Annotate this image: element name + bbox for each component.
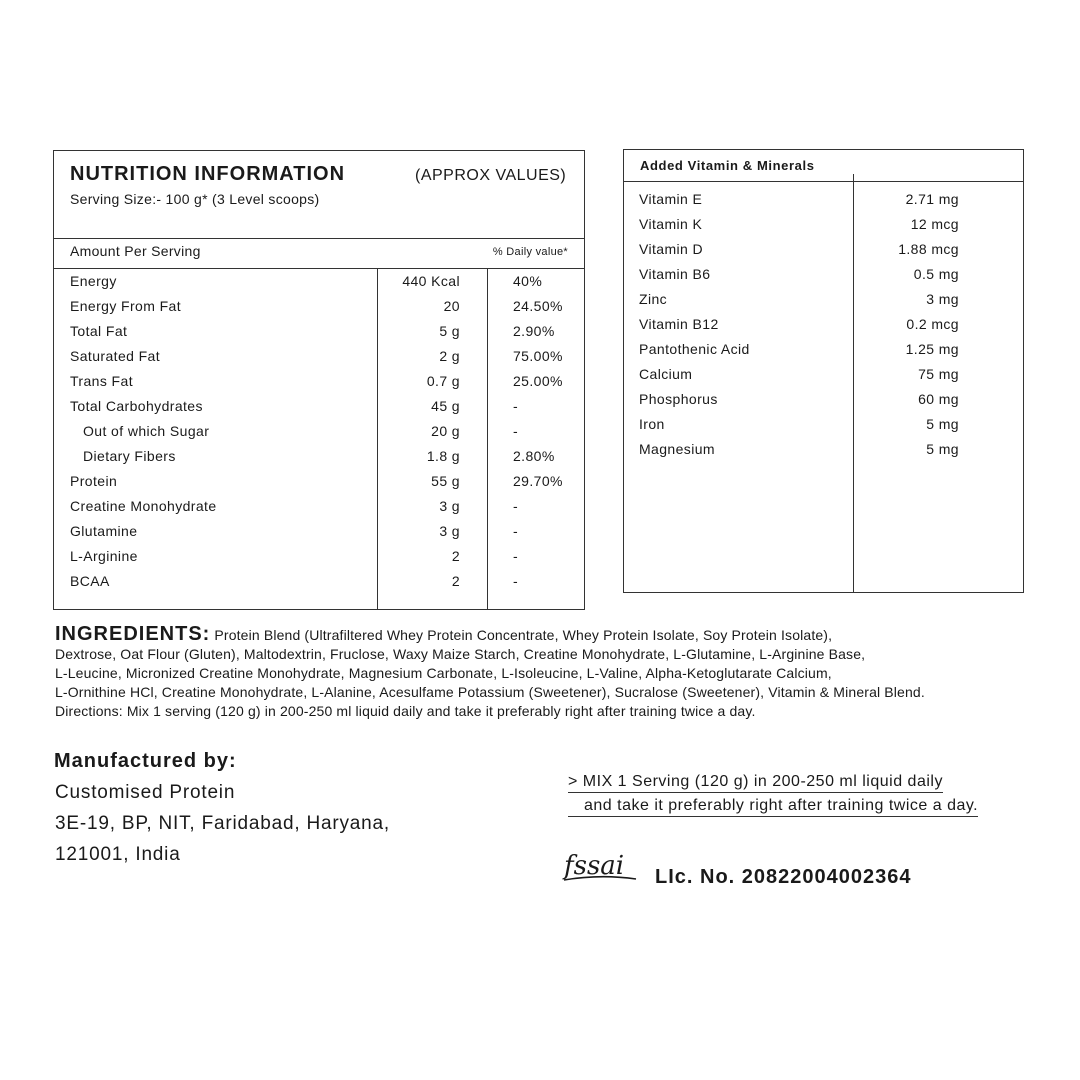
nutrient-name: Glutamine bbox=[70, 523, 138, 539]
fssai-logo-icon bbox=[562, 847, 638, 887]
nutrient-amount: 2 g bbox=[439, 348, 460, 364]
nutrient-daily-value: - bbox=[513, 548, 519, 564]
nutrient-amount: 440 Kcal bbox=[402, 273, 460, 289]
nutrient-daily-value: 2.90% bbox=[513, 323, 555, 339]
vitamin-row bbox=[624, 438, 1023, 463]
nutrient-amount: 3 g bbox=[439, 498, 460, 514]
vitamin-name: Vitamin K bbox=[639, 216, 703, 232]
nutrient-name: Protein bbox=[70, 473, 118, 489]
nutrient-amount: 5 g bbox=[439, 323, 460, 339]
vitamin-row bbox=[624, 238, 1023, 263]
nutrient-daily-value: 29.70% bbox=[513, 473, 563, 489]
nutrient-name: Out of which Sugar bbox=[83, 423, 210, 439]
manufacturer-address bbox=[55, 777, 390, 870]
vitamin-amount: 3 mg bbox=[926, 291, 959, 307]
nutrient-daily-value: - bbox=[513, 498, 519, 514]
ingredients-line: Protein Blend (Ultrafiltered Whey Protein Concentrate, Whey Protein Isolate, Soy Protein Isolate), bbox=[214, 627, 833, 643]
nutrition-table bbox=[53, 150, 585, 610]
nutrient-name: Creatine Monohydrate bbox=[70, 498, 217, 514]
vitamin-amount: 0.5 mg bbox=[913, 266, 959, 282]
ingredients-heading: INGREDIENTS: bbox=[55, 623, 211, 645]
license-number: LIc. No. 20822004002364 bbox=[655, 866, 912, 888]
address-line: 121001, India bbox=[55, 844, 181, 865]
vitamin-name: Pantothenic Acid bbox=[639, 341, 750, 357]
nutrient-amount: 0.7 g bbox=[426, 373, 460, 389]
ingredients-line: L-Ornithine HCl, Creatine Monohydrate, L-Alanine, Acesulfame Potassium (Sweetener), Sucralose (Sweetener), Vitamin & Mineral Blend. bbox=[55, 684, 925, 700]
nutrient-daily-value: - bbox=[513, 423, 519, 439]
vitamin-row bbox=[624, 413, 1023, 438]
manufacturer-name: Customised Protein bbox=[55, 782, 236, 803]
nutrition-row bbox=[54, 320, 584, 345]
nutrient-amount: 3 g bbox=[439, 523, 460, 539]
nutrition-title: NUTRITION INFORMATION bbox=[70, 163, 346, 185]
serving-size: Serving Size:- 100 g* (3 Level scoops) bbox=[70, 191, 320, 207]
nutrient-name: Energy bbox=[70, 273, 117, 289]
vitamin-row bbox=[624, 288, 1023, 313]
nutrient-amount: 20 g bbox=[431, 423, 460, 439]
vitamin-amount: 1.25 mg bbox=[905, 341, 959, 357]
ingredients-line: L-Leucine, Micronized Creatine Monohydrate, Magnesium Carbonate, L-Isoleucine, L-Valine, Alpha-Ketoglutarate Calcium, bbox=[55, 665, 832, 681]
nutrition-row bbox=[54, 420, 584, 445]
nutrient-amount: 45 g bbox=[431, 398, 460, 414]
nutrition-row bbox=[54, 270, 584, 295]
nutrition-row bbox=[54, 570, 584, 595]
address-line: 3E-19, BP, NIT, Faridabad, Haryana, bbox=[55, 813, 390, 834]
vitamin-row bbox=[624, 313, 1023, 338]
vitamin-row bbox=[624, 363, 1023, 388]
nutrient-daily-value: 40% bbox=[513, 273, 543, 289]
nutrition-row bbox=[54, 345, 584, 370]
nutrient-name: Saturated Fat bbox=[70, 348, 161, 364]
nutrient-daily-value: - bbox=[513, 398, 519, 414]
vitamin-amount: 0.2 mcg bbox=[906, 316, 959, 332]
nutrition-row bbox=[54, 520, 584, 545]
vitamin-name: Vitamin B6 bbox=[639, 266, 711, 282]
vitamin-title: Added Vitamin & Minerals bbox=[640, 158, 815, 173]
nutrition-row bbox=[54, 545, 584, 570]
nutrient-name: BCAA bbox=[70, 573, 110, 589]
vitamin-amount: 60 mg bbox=[918, 391, 959, 407]
vitamin-name: Vitamin B12 bbox=[639, 316, 719, 332]
vitamin-amount: 12 mcg bbox=[910, 216, 959, 232]
nutrient-name: Dietary Fibers bbox=[83, 448, 176, 464]
vitamin-row bbox=[624, 388, 1023, 413]
vitamin-name: Calcium bbox=[639, 366, 693, 382]
nutrition-row bbox=[54, 495, 584, 520]
mix-directions-line: and take it preferably right after training twice a day. bbox=[568, 797, 978, 817]
vitamin-amount: 1.88 mcg bbox=[898, 241, 959, 257]
directions-text: Directions: Mix 1 serving (120 g) in 200-250 ml liquid daily and take it preferably right after training twice a day. bbox=[55, 703, 756, 719]
nutrient-amount: 55 g bbox=[431, 473, 460, 489]
vitamin-row bbox=[624, 263, 1023, 288]
amount-per-serving-header: Amount Per Serving bbox=[70, 243, 201, 259]
ingredients-block bbox=[55, 625, 1045, 721]
nutrient-daily-value: 75.00% bbox=[513, 348, 563, 364]
nutrient-name: Trans Fat bbox=[70, 373, 133, 389]
fssai-logo-text: fssai bbox=[564, 851, 625, 881]
vitamin-name: Magnesium bbox=[639, 441, 715, 457]
nutrient-daily-value: 2.80% bbox=[513, 448, 555, 464]
nutrient-amount: 1.8 g bbox=[426, 448, 460, 464]
vitamin-amount: 2.71 mg bbox=[905, 191, 959, 207]
manufactured-by-heading: Manufactured by: bbox=[54, 750, 237, 772]
vitamin-row bbox=[624, 338, 1023, 363]
divider bbox=[54, 268, 584, 269]
vitamin-name: Phosphorus bbox=[639, 391, 718, 407]
vitamin-name: Iron bbox=[639, 416, 665, 432]
nutrient-amount: 20 bbox=[443, 298, 460, 314]
nutrition-row bbox=[54, 295, 584, 320]
vitamin-row bbox=[624, 213, 1023, 238]
divider bbox=[54, 238, 584, 239]
nutrient-daily-value: 25.00% bbox=[513, 373, 563, 389]
vitamin-amount: 75 mg bbox=[918, 366, 959, 382]
nutrition-row bbox=[54, 370, 584, 395]
nutrition-row bbox=[54, 445, 584, 470]
nutrition-row bbox=[54, 470, 584, 495]
vitamin-table bbox=[623, 149, 1024, 593]
vitamin-amount: 5 mg bbox=[926, 416, 959, 432]
approx-values-label: (APPROX VALUES) bbox=[415, 167, 567, 184]
nutrition-row bbox=[54, 395, 584, 420]
nutrient-daily-value: - bbox=[513, 523, 519, 539]
nutrient-daily-value: - bbox=[513, 573, 519, 589]
nutrient-name: Total Fat bbox=[70, 323, 128, 339]
nutrient-amount: 2 bbox=[451, 548, 460, 564]
divider bbox=[624, 181, 1023, 182]
nutrient-name: Energy From Fat bbox=[70, 298, 182, 314]
vitamin-name: Vitamin D bbox=[639, 241, 704, 257]
daily-value-header: % Daily value* bbox=[492, 246, 568, 258]
ingredients-line: Dextrose, Oat Flour (Gluten), Maltodextrin, Fruclose, Waxy Maize Starch, Creatine Monohydrate, L-Glutamine, L-Arginine Base, bbox=[55, 646, 866, 662]
nutrient-name: L-Arginine bbox=[70, 548, 138, 564]
vitamin-row bbox=[624, 188, 1023, 213]
vitamin-name: Zinc bbox=[639, 291, 668, 307]
vitamin-name: Vitamin E bbox=[639, 191, 703, 207]
vitamin-amount: 5 mg bbox=[926, 441, 959, 457]
mix-directions-line: > MIX 1 Serving (120 g) in 200-250 ml liquid daily bbox=[568, 773, 943, 793]
nutrient-amount: 2 bbox=[451, 573, 460, 589]
nutrient-name: Total Carbohydrates bbox=[70, 398, 203, 414]
nutrient-daily-value: 24.50% bbox=[513, 298, 563, 314]
